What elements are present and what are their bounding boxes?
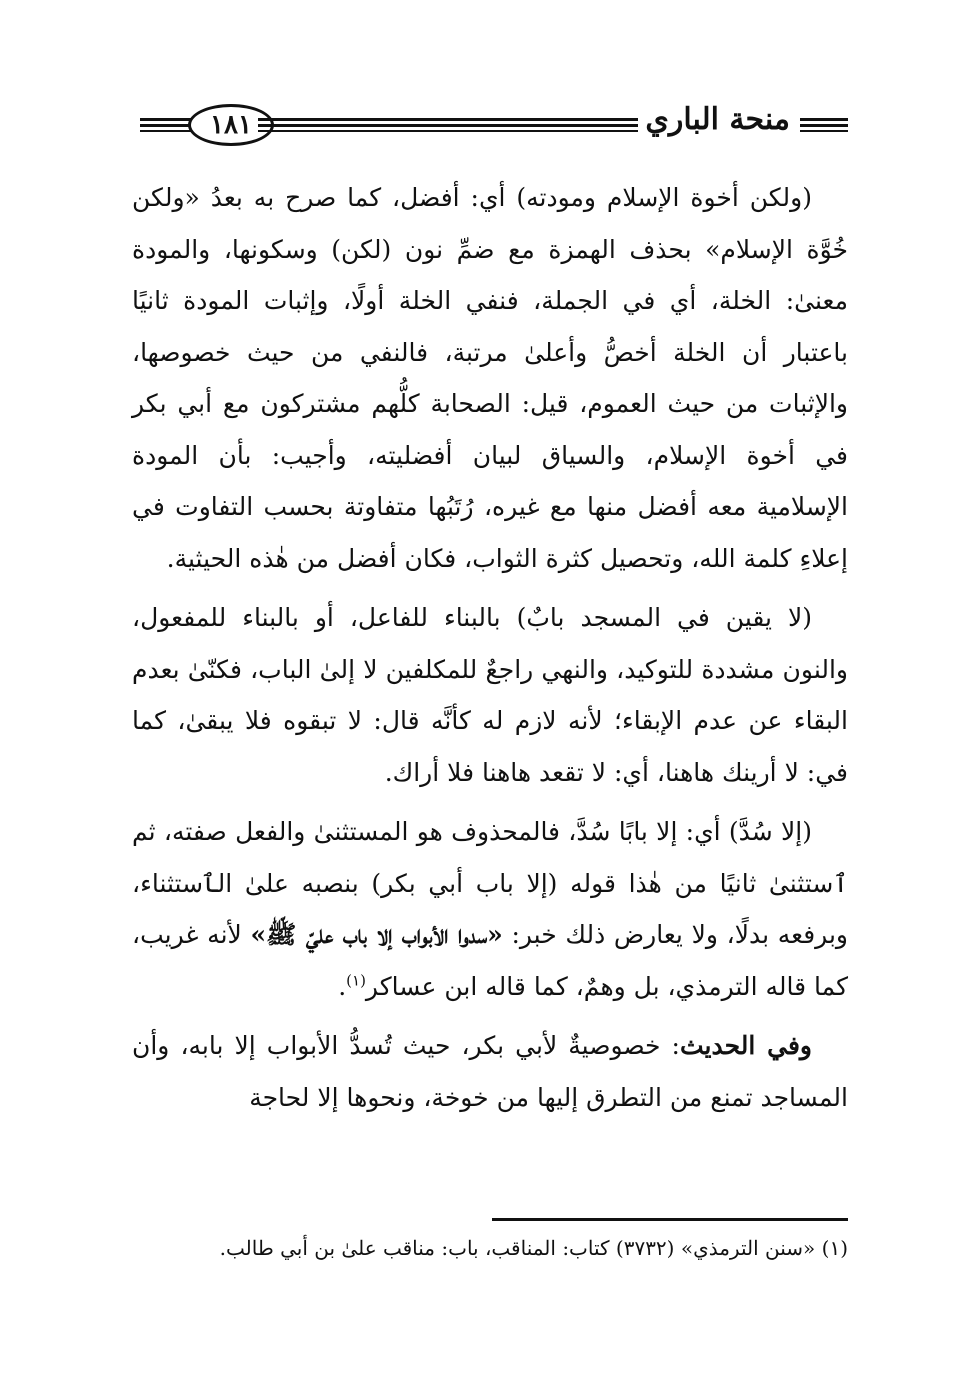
text-segment: لأنه غريب، كما قاله الترمذي، بل وهمٌ، كما قاله ابن عساكر [132,920,848,1001]
main-text [132,172,848,1123]
header-rule-left [140,118,192,132]
text-segment: (لا يقين في المسجد بابٌ) بالبناء للفاعل، أو بالبناء للمفعول، والنون مشددة للتوكيد، والنهي راجعٌ للمكلفين لا إلىٰ الباب، فكنّىٰ بعدم البقاء عن عدم الإبقاء؛ لأنه لازم له كأنَّه قال: لا تبقوه فلا يبقىٰ، كما في: لا أرينك هاهنا، أي: لا تقعد هاهنا فلا أراك. [132,603,848,787]
page-number: ١٨١ [210,110,252,140]
paragraph [132,592,848,798]
header-rule-right [800,118,848,132]
footnote-separator [492,1218,848,1221]
paragraph [132,172,848,584]
text-segment: (إلا سُدَّ) أي: إلا بابًا سُدَّ، فالمحذوف هو المستثنىٰ والفعل صفته، ثم ٱستثنىٰ ثانيًا من هٰذا قوله (إلا باب أبي بكر) بنصبه علىٰ الٱستثناء، وبرفعه بدلًا، ولا يعارض ذلك خبر: [132,817,849,949]
paragraph [132,1020,848,1123]
bold-text-segment: «سدوا الأبواب إلا باب عليّ ﷺ» [250,920,503,949]
paragraph [132,806,848,1012]
text-segment: (ولكن أخوة الإسلام ومودته) أي: أفضل، كما صرح به بعدُ «ولكن خُوَّة الإسلام» بحذف الهمزة مع ضمِّ نون (لكن) وسكونها، والمودة معنىٰ: الخلة، أي في الجملة، فنفي الخلة أولًا، وإثبات المودة ثانيًا باعتبار أن الخلة أخصُّ وأعلىٰ مرتبة، فالنفي من حيث خصوصها، والإثبات من حيث العموم، قيل: الصحابة كلُّهم مشتركون مع أبي بكر في أخوة الإسلام، والسياق لبيان أفضليته، وأجيب: بأن المودة الإسلامية معه أفضل منها مع غيره، رُتَبُها متفاوتة بحسب التفاوت في إعلاءِ كلمة الله، وتحصيل كثرة الثواب، فكان أفضل من هٰذه الحيثية. [132,183,848,573]
page-header [140,96,848,156]
book-title: منحة الباري [645,102,790,137]
footnotes [132,1228,848,1268]
header-rule-middle [258,118,638,132]
bold-text-segment: وفي الحديث [679,1031,812,1060]
text-segment: . [338,971,347,1001]
footnote-reference: (١) [346,971,366,990]
footnote-item: (١) «سنن الترمذي» (٣٧٣٢) كتاب: المناقب، باب: مناقب علىٰ بن أبي طالب. [219,1236,848,1260]
text-segment: : خصوصيةٌ لأبي بكر، حيث تُسدُّ الأبواب إلا بابه، وأن المساجد تمنع من التطرق إليها من خوخة، ونحوها إلا لحاجة [132,1031,848,1112]
